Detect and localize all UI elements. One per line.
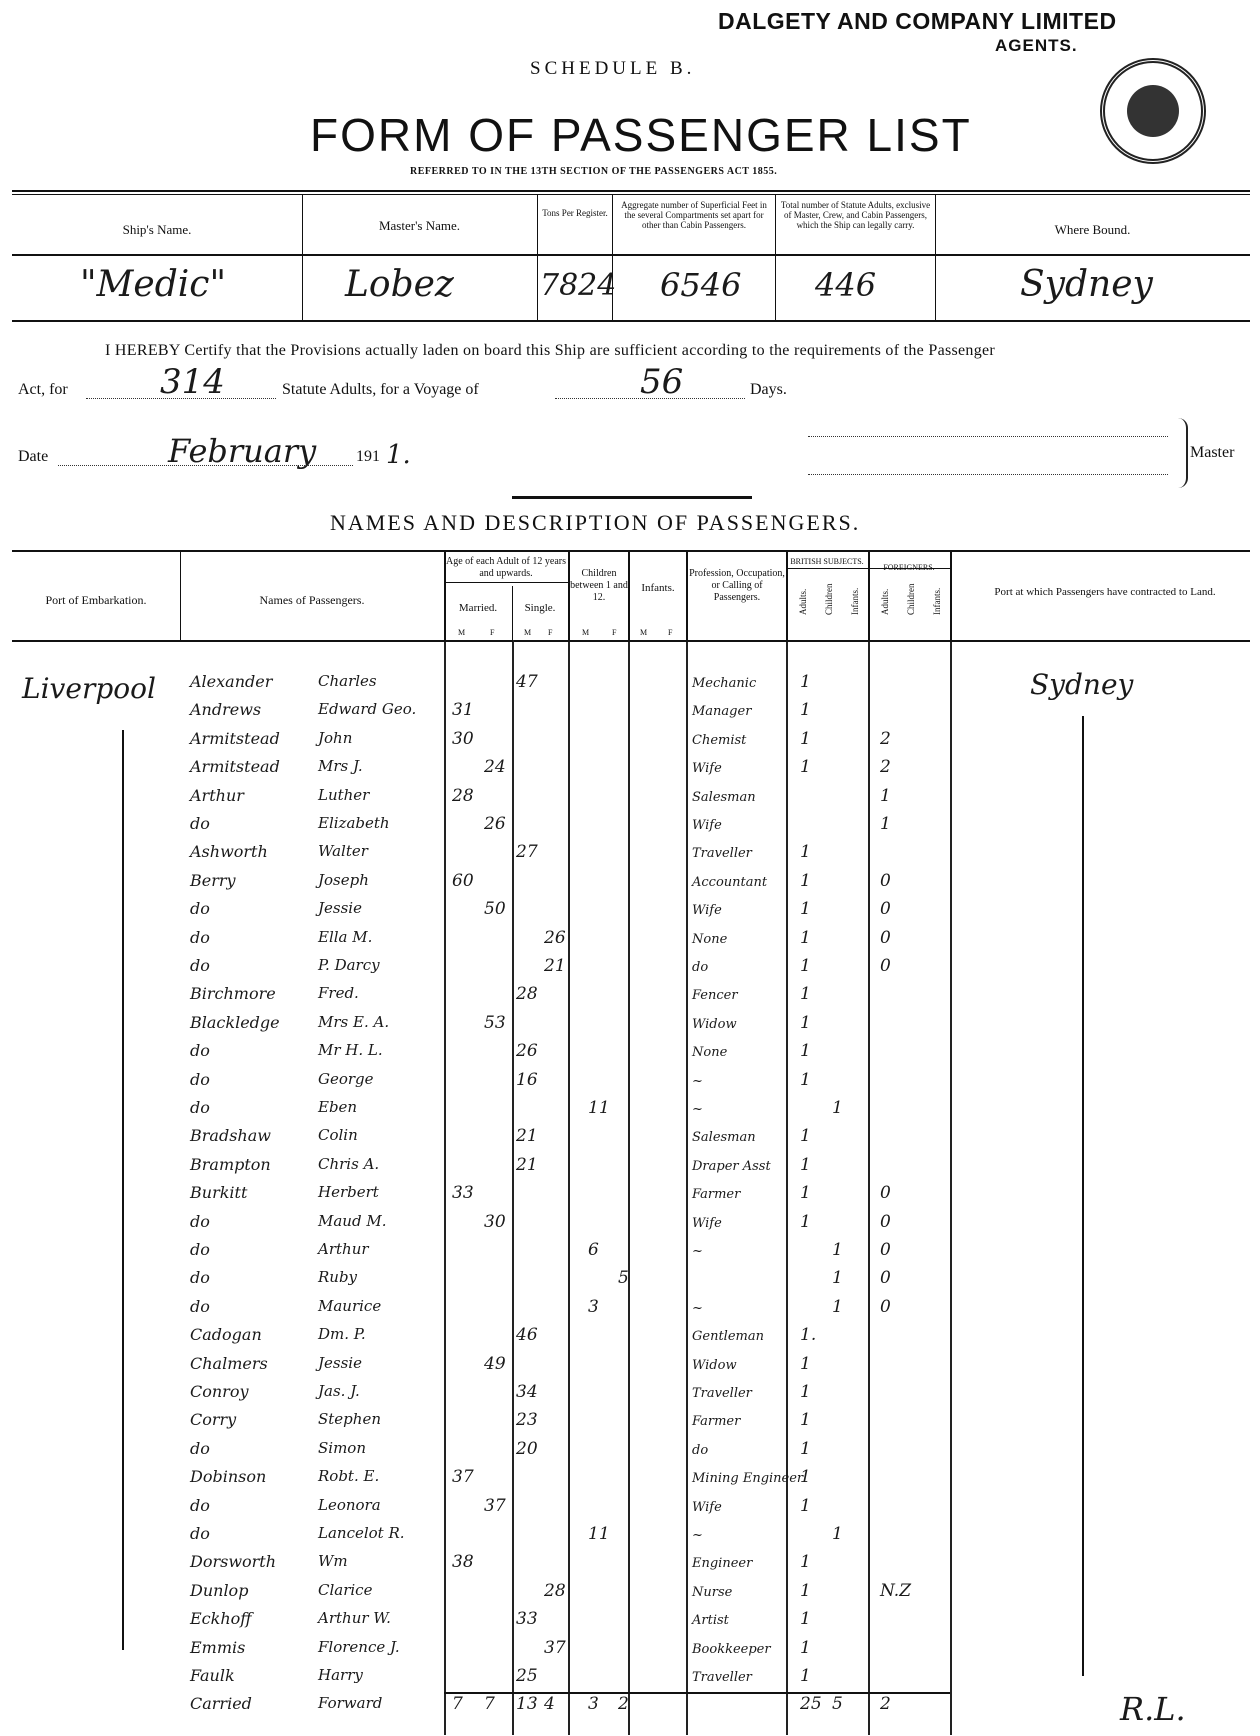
- passenger-given-name: Leonora: [318, 1495, 381, 1514]
- table-row: [0, 1638, 1260, 1666]
- agent-role: AGENTS.: [995, 36, 1078, 55]
- infants-header: Infants.: [641, 582, 675, 594]
- date-year-suffix: 1.: [386, 440, 411, 470]
- british-adult-count: 1: [800, 1126, 811, 1147]
- ship-table-mid-border: [12, 254, 1250, 256]
- passenger-given-name: Dm. P.: [318, 1325, 366, 1344]
- occupation: Bookkeeper: [692, 1641, 771, 1657]
- child-female-age: 2: [618, 1694, 629, 1715]
- british-adult-count: 1: [800, 870, 811, 891]
- passenger-surname: Cadogan: [190, 1325, 262, 1345]
- occupation: Engineer: [692, 1556, 753, 1572]
- master-signature-brace: [1178, 418, 1188, 488]
- passenger-surname: do: [190, 1240, 210, 1259]
- occupation: Traveller: [692, 1670, 752, 1685]
- passenger-surname: do: [190, 927, 210, 947]
- british-adults-header: Adults.: [798, 588, 808, 615]
- passenger-given-name: Lancelot R.: [318, 1524, 405, 1542]
- foreign-adult-count: 0: [880, 1183, 891, 1204]
- occupation: Mining Engineer: [692, 1471, 804, 1487]
- passenger-surname: Arthur: [190, 785, 244, 805]
- passenger-surname: Eckhoff: [190, 1609, 252, 1629]
- feet-value: 6546: [660, 266, 742, 304]
- occupation: do: [692, 1442, 709, 1458]
- passenger-surname: do: [190, 1069, 210, 1089]
- british-adult-count: 1: [800, 984, 811, 1005]
- british-adult-count: 1: [800, 1609, 811, 1630]
- foreign-adult-count: 0: [880, 1296, 891, 1317]
- married-female-age: 53: [484, 1012, 506, 1033]
- british-adult-count: 1: [800, 757, 811, 778]
- passenger-surname: do: [190, 1098, 210, 1117]
- passenger-given-name: Walter: [318, 842, 368, 861]
- passenger-surname: Chalmers: [190, 1353, 268, 1373]
- british-child-count: 1: [832, 1268, 843, 1289]
- passenger-surname: Brampton: [190, 1154, 271, 1174]
- british-adult-count: 1: [800, 1183, 811, 1204]
- occupation: Draper Asst: [692, 1158, 771, 1174]
- british-adult-count: 1: [800, 1410, 811, 1431]
- occupation: do: [692, 960, 709, 975]
- adults-capacity-header: Total number of Statute Adults, exclusive of Master, Crew, and Cabin Passengers, which the Ship can legally carry.: [780, 200, 931, 230]
- occupation: Farmer: [692, 1414, 741, 1430]
- passenger-given-name: Forward: [318, 1694, 383, 1713]
- married-male-age: 28: [452, 785, 474, 806]
- passenger-given-name: Mr H. L.: [318, 1041, 383, 1060]
- table-row: [0, 1212, 1260, 1240]
- passenger-surname: Dunlop: [190, 1580, 249, 1600]
- foreign-adult-count: 1: [880, 814, 891, 834]
- passenger-surname: Dorsworth: [190, 1552, 277, 1572]
- port-landing-value: Sydney: [1030, 668, 1134, 701]
- married-male-age: 60: [452, 870, 474, 891]
- table-row: [0, 1354, 1260, 1382]
- official-stamp: [1100, 58, 1206, 164]
- passenger-names-header: Names of Passengers.: [259, 593, 365, 607]
- british-adult-count: 1: [800, 1467, 811, 1488]
- feet-header: Aggregate number of Superficial Feet in the several Compartments set apart for other than Cabin Passengers.: [621, 200, 767, 230]
- occupation: Traveller: [692, 1386, 752, 1401]
- table-row: [0, 786, 1260, 814]
- table-row: [0, 757, 1260, 785]
- foreign-adult-count: 0: [880, 870, 891, 891]
- table-row: [0, 1609, 1260, 1637]
- table-row: [0, 956, 1260, 984]
- occupation: Wife: [692, 1215, 722, 1231]
- passenger-table-top-border: [12, 550, 1250, 552]
- passenger-surname: Blackledge: [190, 1012, 280, 1032]
- british-adult-count: 1.: [800, 1325, 817, 1346]
- table-row: [0, 1581, 1260, 1609]
- passenger-surname: do: [190, 1524, 210, 1543]
- british-adult-count: 1: [800, 1069, 811, 1090]
- schedule-label: SCHEDULE B.: [530, 58, 696, 79]
- occupation: Farmer: [692, 1187, 741, 1203]
- date-label: Date: [18, 448, 49, 465]
- married-female-age: 24: [484, 757, 506, 778]
- table-row: [0, 1410, 1260, 1438]
- crown-emblem-icon: [1127, 85, 1179, 137]
- table-row: [0, 1268, 1260, 1296]
- occupation: Wife: [692, 1499, 722, 1515]
- occupation: Gentleman: [692, 1329, 764, 1345]
- passenger-given-name: Maud M.: [318, 1211, 387, 1230]
- married-male-age: 30: [452, 728, 474, 749]
- foreign-adult-count: 2: [880, 728, 891, 749]
- british-adult-count: 1: [800, 956, 811, 976]
- act-label: Act, for: [18, 381, 68, 398]
- single-male-age: 26: [516, 1041, 538, 1062]
- married-female-age: 50: [484, 899, 506, 920]
- occupation: Widow: [692, 1016, 737, 1032]
- where-bound-header: Where Bound.: [1054, 222, 1131, 237]
- statute-label: Statute Adults, for a Voyage of: [282, 381, 479, 398]
- table-row: [0, 1070, 1260, 1098]
- occupation: Widow: [692, 1357, 737, 1373]
- british-adult-count: 1: [800, 1041, 811, 1062]
- occupation: Wife: [692, 903, 722, 919]
- occupation: Traveller: [692, 846, 752, 862]
- table-row: [0, 871, 1260, 899]
- master-name-header: Master's Name.: [378, 218, 461, 233]
- single-female-age: 28: [544, 1580, 566, 1601]
- married-male-age: 31: [452, 700, 474, 721]
- passenger-given-name: George: [318, 1069, 374, 1088]
- foreign-adult-count: N.Z: [880, 1580, 912, 1601]
- married-female-age: 30: [484, 1211, 506, 1232]
- ship-table-bottom-border: [12, 320, 1250, 322]
- single-male-age: 47: [516, 672, 538, 692]
- single-female-age: 4: [544, 1694, 555, 1715]
- passenger-given-name: Arthur W.: [318, 1609, 391, 1628]
- single-male-age: 21: [516, 1154, 538, 1175]
- married-male-age: 7: [452, 1694, 463, 1715]
- passenger-surname: Corry: [190, 1410, 237, 1430]
- passenger-given-name: Simon: [318, 1438, 366, 1457]
- passenger-given-name: Edward Geo.: [318, 700, 417, 719]
- occupation: Salesman: [692, 1130, 756, 1146]
- table-row: [0, 1183, 1260, 1211]
- british-adult-count: 1: [800, 1495, 811, 1516]
- passenger-given-name: Eben: [318, 1098, 358, 1116]
- british-adult-count: 1: [800, 1666, 811, 1686]
- child-male-age: 6: [588, 1240, 599, 1260]
- passenger-surname: Bradshaw: [190, 1126, 271, 1146]
- passenger-surname: do: [190, 956, 210, 975]
- occupation: ~: [692, 1102, 703, 1117]
- occupation: ~: [692, 1528, 703, 1543]
- single-male-age: 34: [516, 1382, 538, 1402]
- table-row: [0, 1297, 1260, 1325]
- passenger-surname: Alexander: [190, 672, 273, 691]
- agent-name: DALGETY AND COMPANY LIMITED: [718, 8, 1117, 34]
- child-male-age: 11: [588, 1098, 610, 1118]
- passenger-surname: Faulk: [190, 1666, 235, 1685]
- british-adult-count: 1: [800, 1438, 811, 1459]
- ship-table-top-border: [12, 190, 1250, 192]
- passenger-given-name: Herbert: [318, 1183, 379, 1202]
- british-child-count: 1: [832, 1296, 843, 1317]
- section-rule: [512, 496, 752, 499]
- passenger-surname: Ashworth: [190, 842, 268, 862]
- single-female-age: 21: [544, 956, 566, 976]
- british-adult-count: 1: [800, 1637, 811, 1658]
- passenger-given-name: Mrs E. A.: [318, 1012, 390, 1031]
- passenger-surname: Armitstead: [190, 728, 280, 748]
- passenger-surname: do: [190, 899, 210, 919]
- foreign-children-header: Children: [906, 583, 916, 615]
- married-male-age: 33: [452, 1183, 474, 1204]
- table-row: [0, 814, 1260, 842]
- passenger-given-name: Arthur: [318, 1240, 369, 1258]
- passenger-given-name: Robt. E.: [318, 1467, 380, 1486]
- british-infants-header: Infants.: [850, 587, 860, 615]
- single-male-age: 28: [516, 984, 538, 1005]
- occupation: Wife: [692, 818, 722, 833]
- passenger-given-name: Fred.: [318, 984, 359, 1003]
- table-row: [0, 1041, 1260, 1069]
- passenger-section-title: NAMES AND DESCRIPTION OF PASSENGERS.: [330, 510, 861, 535]
- single-male-age: 21: [516, 1126, 538, 1147]
- occupation: Manager: [692, 704, 752, 720]
- occupation: Chemist: [692, 732, 747, 748]
- foreign-adult-count: 2: [880, 757, 891, 778]
- passenger-given-name: Maurice: [318, 1296, 382, 1315]
- table-row: [0, 700, 1260, 728]
- passenger-surname: Birchmore: [190, 984, 276, 1004]
- port-embarkation-value: Liverpool: [22, 672, 156, 705]
- table-row: [0, 1666, 1260, 1694]
- master-label: Master: [1190, 444, 1235, 461]
- occupation: Accountant: [692, 874, 768, 890]
- occupation: Mechanic: [692, 676, 757, 691]
- passenger-given-name: Chris A.: [318, 1154, 380, 1173]
- passenger-surname: do: [190, 1495, 210, 1515]
- passenger-surname: Andrews: [190, 700, 262, 720]
- passenger-surname: Carried: [190, 1694, 252, 1714]
- foreign-adult-count: 2: [880, 1694, 891, 1715]
- single-male-age: 20: [516, 1438, 538, 1459]
- table-row: [0, 1552, 1260, 1580]
- passenger-given-name: John: [318, 728, 353, 747]
- british-adult-count: 1: [800, 842, 811, 863]
- foreign-adult-count: 0: [880, 899, 891, 920]
- single-female-age: 26: [544, 927, 566, 948]
- british-adult-count: 1: [800, 672, 811, 692]
- table-row: [0, 928, 1260, 956]
- married-female-age: 49: [484, 1353, 506, 1374]
- married-female-age: 37: [484, 1495, 506, 1516]
- table-row: [0, 1013, 1260, 1041]
- passenger-surname: Armitstead: [190, 757, 280, 777]
- occupation: ~: [692, 1300, 703, 1316]
- british-adult-count: 1: [800, 899, 811, 920]
- passenger-surname: do: [190, 814, 210, 833]
- child-male-age: 3: [588, 1296, 599, 1317]
- occupation: Wife: [692, 761, 722, 777]
- passenger-given-name: Joseph: [318, 870, 369, 889]
- child-male-age: 11: [588, 1524, 610, 1544]
- single-male-age: 23: [516, 1410, 538, 1431]
- single-header: Single.: [524, 602, 556, 614]
- passenger-surname: Berry: [190, 870, 236, 890]
- british-adult-count: 1: [800, 1580, 811, 1601]
- child-female-age: 5: [618, 1268, 629, 1289]
- foreigners-header: FOREIGNERS.: [883, 563, 935, 572]
- passenger-surname: Burkitt: [190, 1183, 248, 1203]
- married-female-age: 26: [484, 814, 506, 834]
- date-month-value: February: [168, 432, 317, 470]
- single-female-age: 37: [544, 1637, 566, 1658]
- table-row: [0, 984, 1260, 1012]
- table-row: [0, 1325, 1260, 1353]
- british-subjects-header: BRITISH SUBJECTS.: [790, 557, 864, 566]
- british-adult-count: 1: [800, 1211, 811, 1232]
- passenger-surname: do: [190, 1041, 210, 1061]
- occupation: Fencer: [692, 988, 738, 1004]
- single-male-age: 46: [516, 1325, 538, 1346]
- table-row: [0, 1155, 1260, 1183]
- british-adult-count: 1: [800, 927, 811, 948]
- married-male-age: 37: [452, 1467, 474, 1488]
- passenger-surname: do: [190, 1268, 210, 1288]
- passenger-given-name: Florence J.: [318, 1637, 400, 1656]
- table-row: [0, 1496, 1260, 1524]
- days-label: Days.: [750, 381, 787, 398]
- passenger-given-name: Jessie: [318, 899, 362, 918]
- table-row: [0, 1240, 1260, 1268]
- british-child-count: 1: [832, 1240, 843, 1260]
- single-male-age: 27: [516, 842, 538, 863]
- occupation: ~: [692, 1244, 703, 1259]
- single-male-age: 33: [516, 1609, 538, 1630]
- passenger-given-name: Jas. J.: [318, 1382, 360, 1400]
- adults-capacity-value: 446: [815, 266, 877, 304]
- passenger-given-name: P. Darcy: [318, 956, 380, 974]
- foreign-adult-count: 0: [880, 1240, 891, 1260]
- table-row: [0, 1439, 1260, 1467]
- occupation: ~: [692, 1073, 703, 1089]
- table-row: [0, 899, 1260, 927]
- single-male-age: 16: [516, 1069, 538, 1090]
- british-child-count: 5: [832, 1694, 843, 1715]
- occupation: Nurse: [692, 1584, 733, 1600]
- table-row: [0, 729, 1260, 757]
- table-row: [0, 1694, 1260, 1722]
- certificate-text: I HEREBY Certify that the Provisions actually laden on board this Ship are sufficient according to the requirements of the Passenger: [105, 342, 996, 359]
- single-male-age: 25: [516, 1666, 538, 1686]
- table-row: [0, 1467, 1260, 1495]
- married-female-age: 7: [484, 1694, 495, 1715]
- british-child-count: 1: [832, 1098, 843, 1118]
- children-header: Children between 1 and 12.: [570, 568, 628, 603]
- british-adult-count: 1: [800, 1353, 811, 1374]
- british-adult-count: 1: [800, 1154, 811, 1175]
- passenger-surname: do: [190, 1211, 210, 1231]
- foreign-adult-count: 0: [880, 1211, 891, 1232]
- table-row: [0, 1098, 1260, 1126]
- passenger-surname: Emmis: [190, 1637, 246, 1657]
- married-male-age: 38: [452, 1552, 474, 1573]
- master-name-value: Lobez: [345, 264, 454, 305]
- profession-header: Profession, Occupation, or Calling of Passengers.: [689, 568, 785, 603]
- occupation: None: [692, 1045, 728, 1061]
- passenger-given-name: Clarice: [318, 1580, 373, 1599]
- passenger-given-name: Mrs J.: [318, 757, 363, 776]
- british-adult-count: 25: [800, 1694, 822, 1715]
- british-adult-count: 1: [800, 1382, 811, 1402]
- foreign-adult-count: 0: [880, 927, 891, 948]
- foreign-adults-header: Adults.: [880, 588, 890, 615]
- passenger-surname: do: [190, 1438, 210, 1458]
- adult-age-header: Age of each Adult of 12 years and upwards.: [446, 556, 566, 579]
- passenger-given-name: Jessie: [318, 1353, 362, 1372]
- table-row: [0, 1126, 1260, 1154]
- where-bound-value: Sydney: [1020, 264, 1153, 305]
- passenger-given-name: Elizabeth: [318, 814, 390, 832]
- passenger-surname: Dobinson: [190, 1467, 267, 1487]
- date-year-prefix: 191: [356, 448, 380, 465]
- occupation: None: [692, 931, 728, 947]
- statute-adults-value: 314: [160, 362, 225, 402]
- british-adult-count: 1: [800, 700, 811, 721]
- passenger-given-name: Stephen: [318, 1410, 381, 1429]
- passenger-table-header-bottom: [12, 640, 1250, 642]
- foreign-adult-count: 0: [880, 956, 891, 976]
- single-male-age: 13: [516, 1694, 538, 1715]
- passenger-given-name: Harry: [318, 1666, 363, 1684]
- passenger-given-name: Luther: [318, 785, 370, 804]
- occupation: Salesman: [692, 789, 756, 805]
- child-male-age: 3: [588, 1694, 599, 1715]
- british-adult-count: 1: [800, 1552, 811, 1573]
- tons-value: 7824: [540, 268, 617, 303]
- clerk-initials: R.L.: [1120, 1690, 1186, 1728]
- table-row: [0, 672, 1260, 700]
- british-adult-count: 1: [800, 728, 811, 749]
- carried-forward-rule: [444, 1692, 950, 1694]
- passenger-given-name: Ella M.: [318, 927, 373, 946]
- passenger-given-name: Colin: [318, 1126, 358, 1145]
- ship-name-header: Ship's Name.: [122, 222, 192, 237]
- voyage-days-value: 56: [640, 362, 684, 402]
- tons-header: Tons Per Register.: [542, 208, 608, 218]
- foreign-adult-count: 0: [880, 1268, 891, 1289]
- port-embarkation-header: Port of Embarkation.: [45, 593, 147, 607]
- form-title: FORM OF PASSENGER LIST: [310, 109, 972, 161]
- table-row: [0, 1524, 1260, 1552]
- british-children-header: Children: [824, 583, 834, 615]
- british-adult-count: 1: [800, 1012, 811, 1033]
- foreign-adult-count: 1: [880, 785, 891, 806]
- passenger-surname: Conroy: [190, 1382, 249, 1401]
- ship-name-value: "Medic": [80, 264, 227, 305]
- port-landing-header: Port at which Passengers have contracted to Land.: [994, 586, 1216, 598]
- passenger-surname: do: [190, 1296, 210, 1316]
- occupation: Artist: [692, 1613, 729, 1629]
- form-reference: REFERRED TO IN THE 13TH SECTION OF THE PASSENGERS ACT 1855.: [410, 166, 778, 177]
- british-child-count: 1: [832, 1524, 843, 1544]
- married-header: Married.: [458, 602, 498, 614]
- passenger-given-name: Wm: [318, 1552, 348, 1571]
- table-row: [0, 842, 1260, 870]
- passenger-given-name: Charles: [318, 672, 377, 690]
- foreign-infants-header: Infants.: [932, 587, 942, 615]
- table-row: [0, 1382, 1260, 1410]
- passenger-given-name: Ruby: [318, 1268, 358, 1287]
